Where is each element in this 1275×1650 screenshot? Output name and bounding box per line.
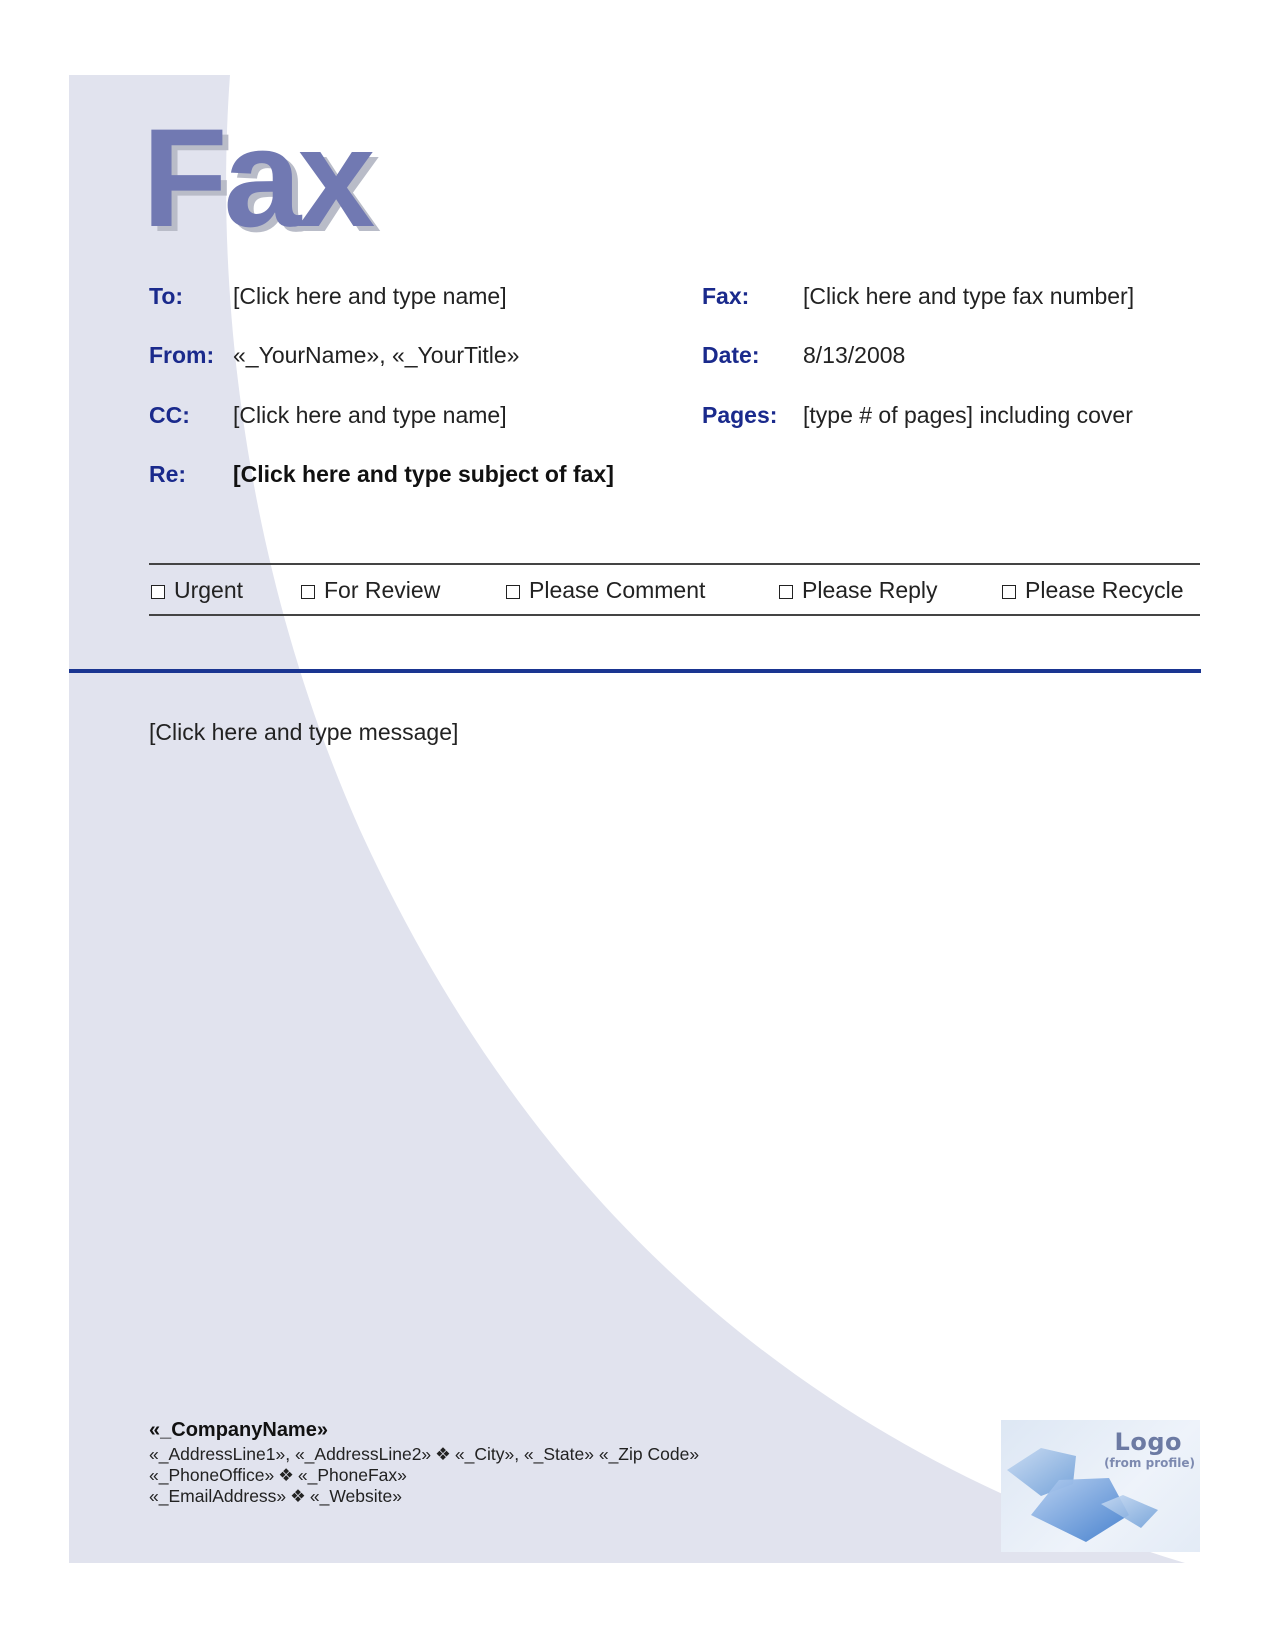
checkbox-label: Please Recycle — [1025, 577, 1184, 603]
company-name: «_CompanyName» — [149, 1419, 328, 1441]
separator-icon: ❖ — [290, 1486, 306, 1506]
message-field[interactable]: [Click here and type message] — [149, 719, 459, 745]
re-label: Re: — [149, 461, 187, 487]
logo-title: Logo — [1114, 1428, 1182, 1456]
checkbox-label: Urgent — [174, 577, 244, 603]
checkbox-label: Please Comment — [529, 577, 706, 603]
city-state-zip: «_City», «_State» «_Zip Code» — [454, 1444, 700, 1464]
checkbox-row-bottom-rule — [149, 614, 1200, 616]
checkbox-square-icon — [1002, 585, 1016, 599]
cc-field[interactable]: [Click here and type name] — [233, 402, 507, 428]
checkbox-please-recycle[interactable] — [1002, 576, 1184, 604]
phone-fax: «_PhoneFax» — [297, 1465, 407, 1485]
fax-title: Fax — [142, 99, 372, 256]
checkbox-row-top-rule — [149, 563, 1200, 565]
cc-label: CC: — [149, 402, 190, 428]
logo-subtitle: (from profile) — [1104, 1456, 1195, 1470]
address-line — [149, 1444, 699, 1465]
separator-icon: ❖ — [435, 1444, 451, 1464]
from-field[interactable]: «_YourName», «_YourTitle» — [233, 342, 520, 368]
email-address: «_EmailAddress» — [149, 1486, 287, 1506]
pages-field[interactable]: [type # of pages] including cover — [803, 402, 1133, 428]
checkbox-square-icon — [506, 585, 520, 599]
logo-placeholder[interactable] — [1001, 1420, 1200, 1552]
section-divider — [69, 669, 1201, 673]
to-field[interactable]: [Click here and type name] — [233, 283, 507, 309]
re-field[interactable]: [Click here and type subject of fax] — [233, 461, 614, 487]
website: «_Website» — [309, 1486, 402, 1506]
checkbox-please-comment[interactable] — [506, 576, 705, 604]
email-line — [149, 1486, 402, 1507]
phone-line — [149, 1465, 407, 1486]
phone-office: «_PhoneOffice» — [149, 1465, 275, 1485]
checkbox-please-reply[interactable] — [779, 576, 938, 604]
checkbox-urgent[interactable] — [151, 576, 243, 604]
date-label: Date: — [702, 342, 760, 368]
checkbox-square-icon — [779, 585, 793, 599]
checkbox-square-icon — [301, 585, 315, 599]
pages-label: Pages: — [702, 402, 778, 428]
date-field[interactable]: 8/13/2008 — [803, 342, 906, 368]
fax-label: Fax: — [702, 283, 750, 309]
from-label: From: — [149, 342, 215, 368]
checkbox-label: For Review — [324, 577, 441, 603]
to-label: To: — [149, 283, 184, 309]
address-lines: «_AddressLine1», «_AddressLine2» — [149, 1444, 432, 1464]
separator-icon: ❖ — [278, 1465, 294, 1485]
fax-number-field[interactable]: [Click here and type fax number] — [803, 283, 1135, 309]
checkbox-for-review[interactable] — [301, 576, 440, 604]
checkbox-label: Please Reply — [802, 577, 938, 603]
checkbox-square-icon — [151, 585, 165, 599]
